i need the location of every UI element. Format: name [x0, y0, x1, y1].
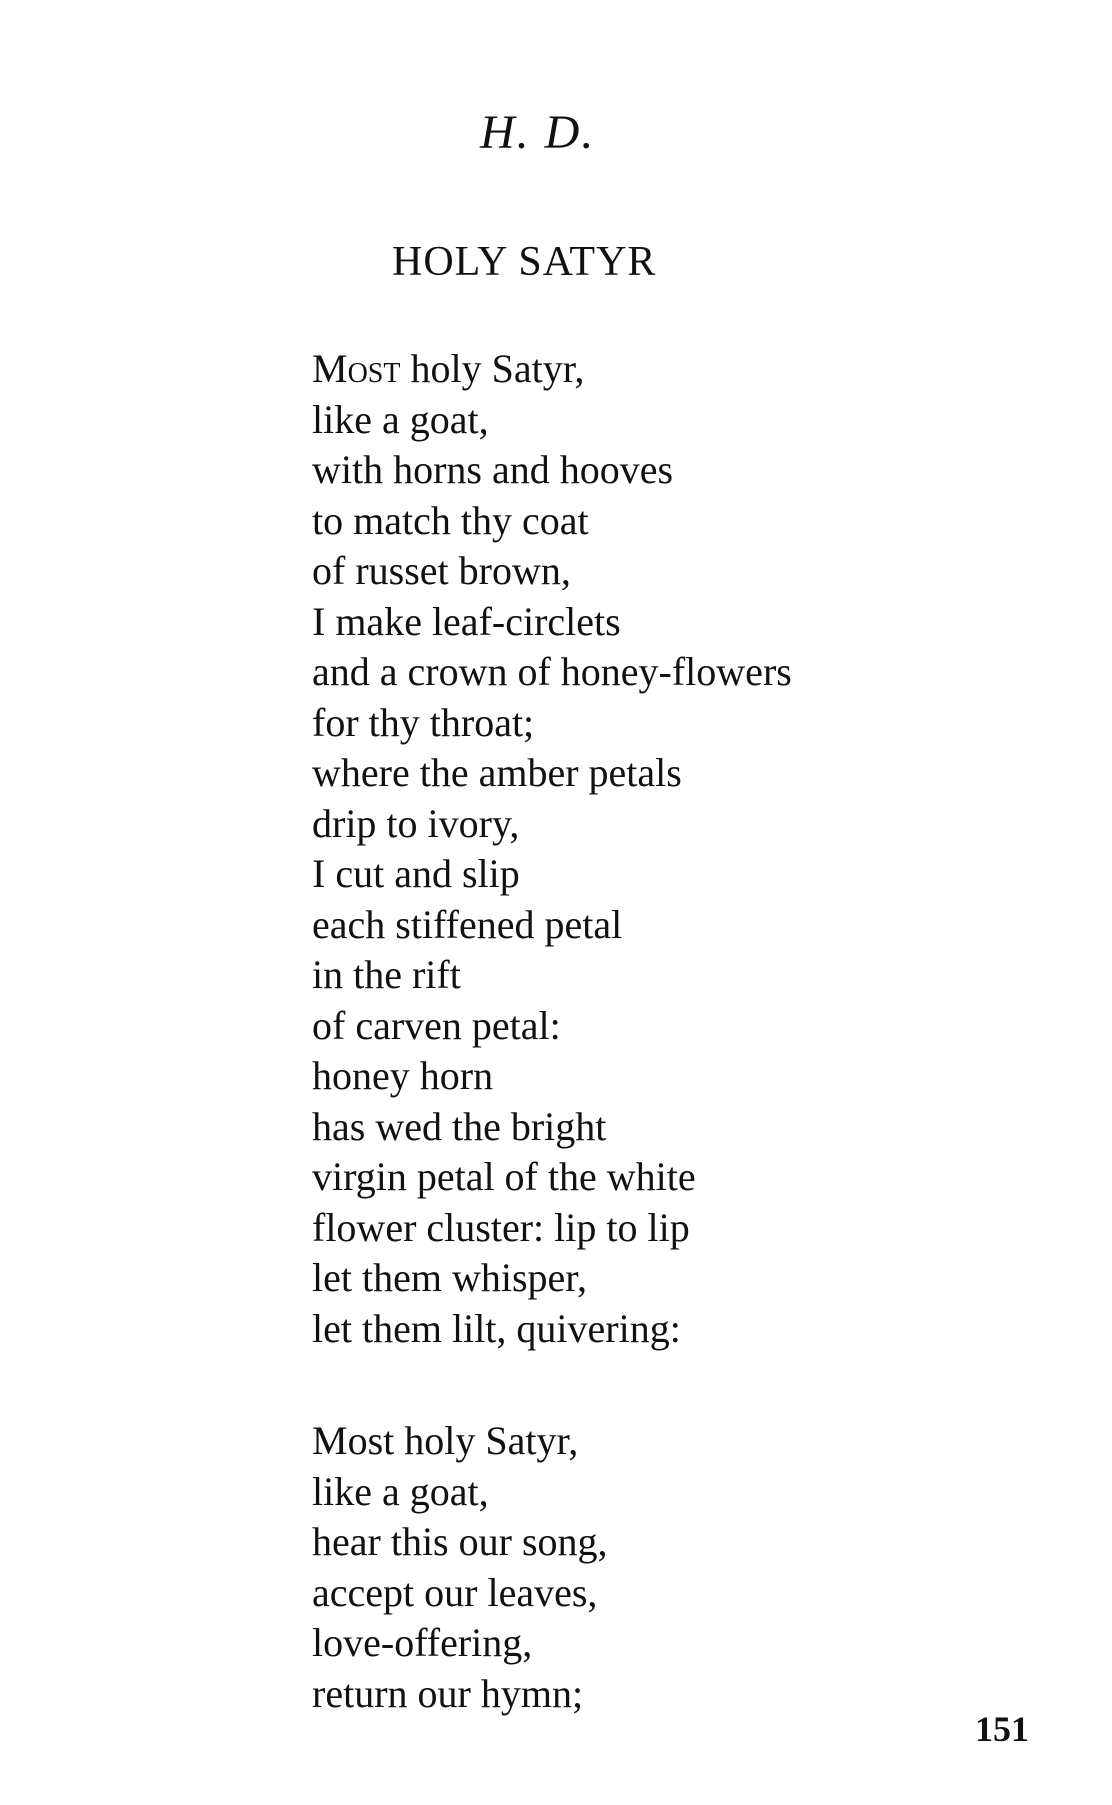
poem-line: let them lilt, quivering: — [312, 1305, 681, 1351]
poem-line: to match thy coat — [312, 497, 589, 543]
poem-line: like a goat, — [312, 396, 489, 442]
poem-line: flower cluster: lip to lip — [312, 1204, 690, 1250]
poem-line: where the amber petals — [312, 750, 682, 795]
page-number: 151 — [975, 1709, 1029, 1749]
poem-line: love-offering, — [312, 1620, 533, 1665]
stanza-2 — [312, 1416, 792, 1719]
poem-line: with horns and hooves — [312, 447, 674, 492]
poem-line: in the rift — [312, 952, 461, 997]
poem-line: Most holy Satyr, — [312, 1418, 579, 1463]
poem-line — [312, 344, 792, 395]
poem-line: virgin petal of the white — [312, 1154, 696, 1199]
poem-line: I cut and slip — [312, 851, 520, 896]
first-word: Most — [312, 346, 401, 391]
stanza-divider — [312, 1354, 792, 1416]
poem-line: honey horn — [312, 1053, 494, 1098]
poem-line: of carven petal: — [312, 1002, 561, 1048]
poem-line: and a crown of honey-flowers — [312, 649, 792, 694]
poem-line: for thy throat; — [312, 699, 535, 745]
poem-line: let them whisper, — [312, 1255, 587, 1300]
poem-body — [312, 344, 792, 1719]
poem-line: drip to ivory, — [312, 800, 520, 846]
stanza-1 — [312, 344, 792, 1354]
poem-line: like a goat, — [312, 1468, 489, 1514]
first-line-rest: holy Satyr, — [400, 346, 585, 391]
poem-line: accept our leaves, — [312, 1569, 598, 1615]
poem-line: of russet brown, — [312, 548, 571, 593]
poem-line: each stiffened petal — [312, 901, 623, 947]
poem-line: hear this our song, — [312, 1519, 608, 1564]
poem-line: has wed the bright — [312, 1103, 607, 1149]
poem-line: return our hymn; — [312, 1670, 584, 1716]
author-heading: H. D. — [480, 106, 596, 159]
poem-title: HOLY SATYR — [392, 239, 657, 285]
poem-line: I make leaf-circlets — [312, 598, 621, 644]
